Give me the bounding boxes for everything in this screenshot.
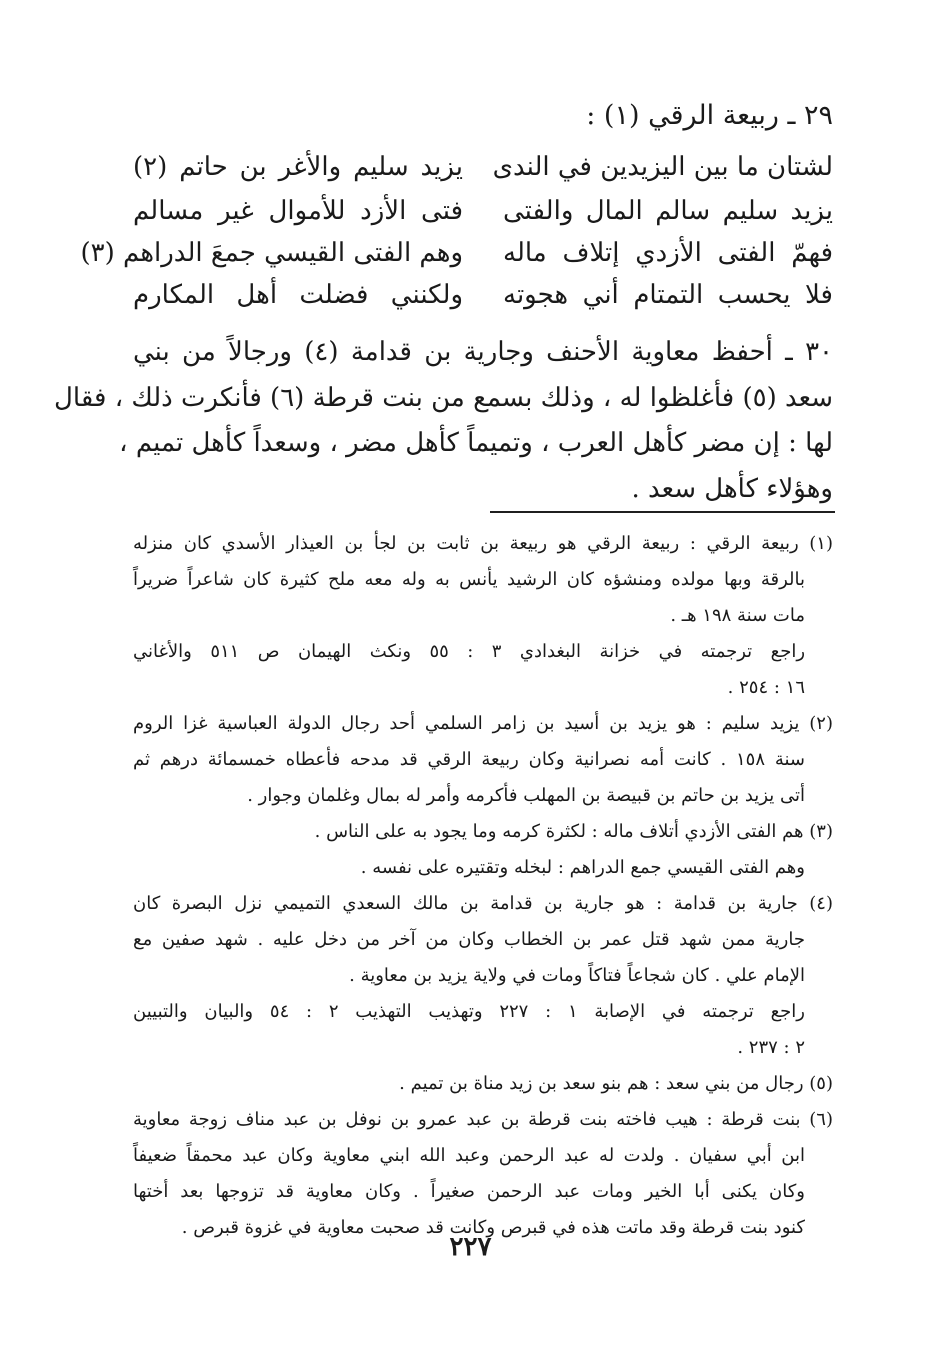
footnote-line: راجع ترجمته في الإصابة ١ : ٢٢٧ وتهذيب التهذيب ٢ : ٥٤ والبيان والتبيين (133, 1001, 805, 1022)
verse-second-hemistich: يزيد سليم والأغر بن حاتم (٢) (133, 152, 463, 182)
footnote-line: وهم الفتى القيسي جمع الدراهم : لبخله وتقتيره على نفسه . (360, 857, 805, 878)
verse-line (133, 196, 833, 240)
footnote-line: (١) ربيعة الرقي : ربيعة الرقي هو ربيعة بن ثابت بن لجأ بن العيذار الأسدي كان منزله (133, 533, 833, 554)
footnote-line: الإمام علي . كان شجاعاً فتاكاً ومات في ولاية يزيد بن معاوية . (349, 965, 805, 986)
footnote-6 (133, 1102, 833, 1246)
footnote-1-references (133, 634, 833, 706)
verse-line (80, 238, 833, 282)
section-29-heading: ٢٩ ـ ربيعة الرقي (١) : (586, 100, 833, 131)
verse-first-hemistich: فلا يحسب التمتام أني هجوته (503, 280, 833, 310)
page-number: ٢٢٧ (449, 1232, 492, 1262)
footnote-line: (٤) جارية بن قدامة : هو جارية بن قدامة بن مالك السعدي التميمي نزل البصرة كان (133, 893, 833, 914)
footnote-line: بالرقة وبها مولده ومنشؤه كان الرشيد يأنس به وله معه ملح كثيرة كان شاعراً ضريراً (133, 569, 805, 590)
verse-first-hemistich: فهمّ الفتى الأزدي إتلاف ماله (503, 238, 833, 268)
paragraph-line: وهؤلاء كأهل سعد . (631, 473, 833, 504)
paragraph-line: ٣٠ ـ أحفظ معاوية الأحنف وجارية بن قدامة (٤) ورجالاً من بني (133, 337, 833, 367)
footnote-1 (133, 526, 833, 634)
footnote-line: ٢ : ٢٣٧ . (737, 1037, 805, 1058)
footnote-line: كنود بنت قرطة وقد ماتت هذه في قبرص وكانت قد صحبت معاوية في غزوة قبرص . (181, 1217, 805, 1238)
footnotes (133, 526, 833, 1246)
verse-line (133, 280, 833, 324)
footnote-separator (490, 511, 835, 513)
footnote-line: أتى يزيد بن حاتم بن قبيصة بن المهلب فأكرمه وأمر له بمال وغلمان وجوار . (247, 785, 805, 806)
paragraph-line: سعد (٥) فأغلظوا له ، وذلك بسمع من بنت قرطة (٦) فأنكرت ذلك ، فقال (54, 382, 833, 413)
footnote-5 (133, 1066, 833, 1102)
footnote-line: سنة ١٥٨ . كانت أمه نصرانية وكان ربيعة الرقي قد مدحه فأعطاه خمسمائة درهم ثم (133, 749, 805, 770)
footnote-4-references (133, 994, 833, 1066)
footnote-line: (٦) بنت قرطة : هيب فاخته بنت قرطة بن عبد عمرو بن نوفل بن عبد مناف زوجة معاوية (133, 1109, 833, 1130)
verse-second-hemistich: فتى الأزد للأموال غير مسالم (133, 196, 463, 226)
footnote-4 (133, 886, 833, 994)
footnote-line: جارية ممن شهد قتل عمر بن الخطاب وكان من آخر من دخل عليه . شهد صفين مع (133, 929, 805, 950)
footnote-line: (٣) هم الفتى الأزدي أتلاف ماله : لكثرة كرمه وما يجود به على الناس . (314, 821, 833, 842)
footnote-line: راجع ترجمته في خزانة البغدادي ٣ : ٥٥ ونكث الهيمان ص ٥١١ والأغاني (133, 641, 806, 662)
footnote-line: ١٦ : ٢٥٤ . (727, 677, 805, 698)
verse-first-hemistich: يزيد سليم سالم المال والفتى (503, 196, 833, 226)
footnote-line: (٥) رجال من بني سعد : هم بنو سعد بن زيد مناة بن تميم . (399, 1073, 833, 1094)
footnote-2 (133, 706, 833, 814)
footnote-3 (133, 814, 833, 886)
footnote-line: ابن أبي سفيان . ولدت له عبد الرحمن وعبد الله ابني معاوية وكان عبد محمقاً ضعيفاً (133, 1145, 805, 1166)
section-30-paragraph (54, 330, 833, 512)
footnote-line: مات سنة ١٩٨ هـ . (670, 605, 805, 626)
footnote-line: وكان يكنى أبا الخير ومات عبد الرحمن صغيراً . وكان معاوية قد تزوجها بعد أختها (133, 1181, 805, 1202)
paragraph-line: لها : إن مضر كأهل العرب ، وتميماً كأهل مضر ، وسعداً كأهل تميم ، (119, 428, 833, 458)
verse-second-hemistich: ولكنني فضلت أهل المكارم (133, 280, 463, 310)
verse-second-hemistich: وهم الفتى القيسي جمعَ الدراهم (٣) (80, 238, 463, 268)
verse-first-hemistich: لشتان ما بين اليزيدين في الندى (492, 152, 833, 182)
footnote-line: (٢) يزيد سليم : هو يزيد بن أسيد بن زامر السلمي أحد رجال الدولة العباسية غزا الروم (133, 713, 833, 734)
verse-line (133, 152, 833, 196)
